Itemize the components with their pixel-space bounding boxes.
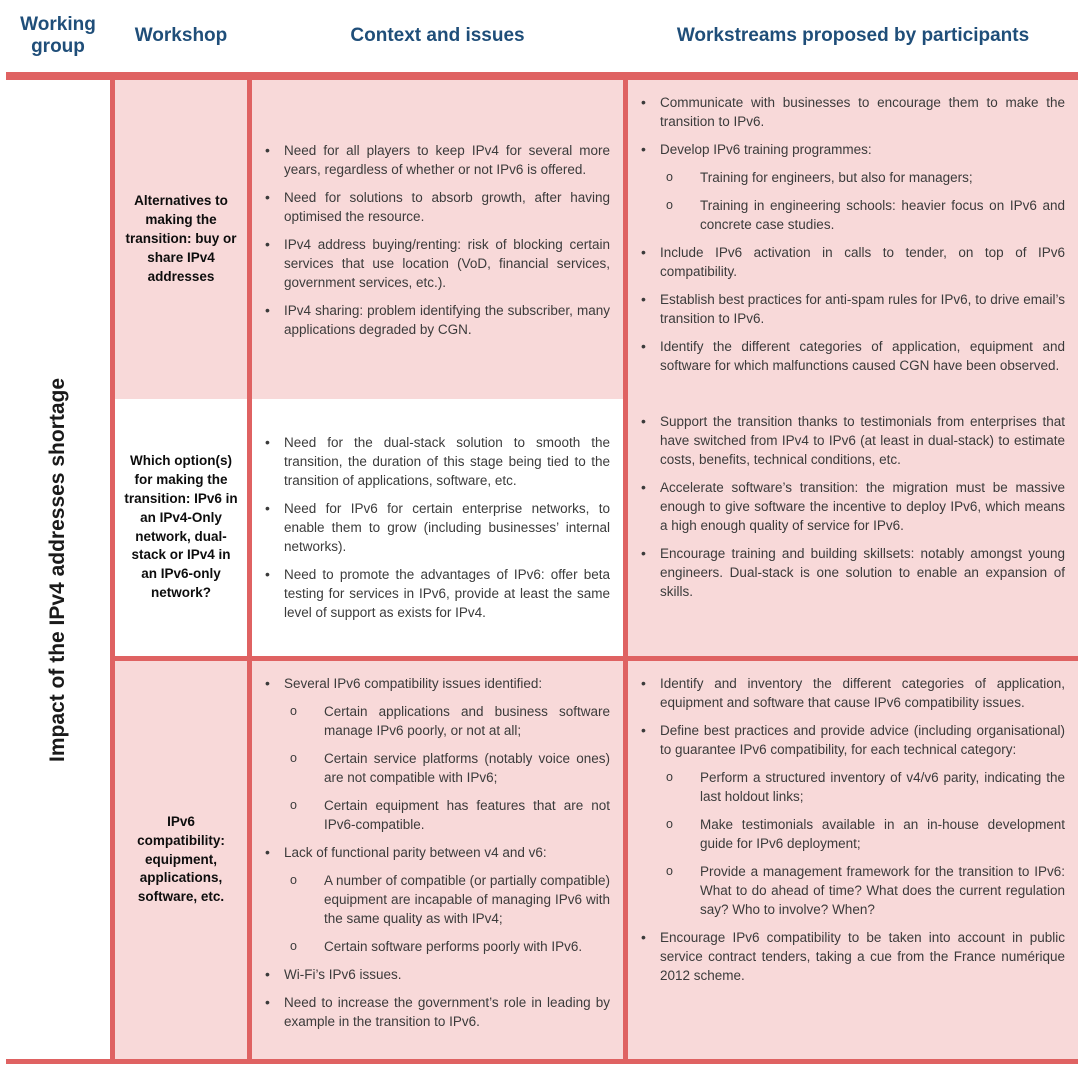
working-group-label: Impact of the IPv4 addresses shortage xyxy=(46,377,69,762)
bullet-text: IPv4 sharing: problem identifying the subscriber, many applications degraded by CGN. xyxy=(284,302,610,337)
bullet-dot-icon: • xyxy=(265,141,270,158)
context-cell-row2 xyxy=(252,399,623,656)
bullet-dot-icon: • xyxy=(265,434,270,450)
bullet-dot-icon: • xyxy=(265,965,270,982)
bullet-text: Certain equipment has features that are not IPv6-compatible. xyxy=(324,797,610,832)
bullet-text: Provide a management framework for the transition to IPv6: What to do ahead of time? What does the current regulation say? Who to involve? When? xyxy=(700,863,1065,917)
bullet-dot-icon: • xyxy=(265,566,270,582)
bullet-text: Certain applications and business software manage IPv6 poorly, or not at all; xyxy=(324,703,610,738)
bullet-text: Make testimonials available in an in-house development guide for IPv6 deployment; xyxy=(700,816,1065,851)
bullet-dot-icon: • xyxy=(265,674,270,691)
bullet-item xyxy=(262,871,610,928)
workstreams-cell-row2 xyxy=(628,399,1078,656)
bullet-text: Establish best practices for anti-spam rules for IPv6, to drive email’s transition to IPv6. xyxy=(660,291,1065,326)
bullet-text: Include IPv6 activation in calls to tender, on top of IPv6 compatibility. xyxy=(660,244,1065,279)
bullet-item xyxy=(262,499,610,556)
working-group-cell xyxy=(6,80,110,1059)
bullet-dot-icon: • xyxy=(641,674,646,691)
table-header-row xyxy=(6,0,1078,72)
bullet-item xyxy=(638,196,1065,234)
bullet-circle-icon: o xyxy=(290,872,297,887)
bullet-text: Accelerate software’s transition: the migration must be massive enough to give software the incentive to deploy IPv6, which means a high enough quality of service for IPv6. xyxy=(660,479,1065,533)
bullet-item xyxy=(638,815,1065,853)
bullet-dot-icon: • xyxy=(641,478,646,495)
bullet-dot-icon: • xyxy=(641,928,646,945)
bullet-item xyxy=(638,862,1065,919)
bullet-circle-icon: o xyxy=(290,938,297,953)
bullet-text: Need for all players to keep IPv4 for several more years, regardless of whether or not IPv6 is offered. xyxy=(284,142,610,177)
bullet-text: Need for the dual-stack solution to smooth the transition, the duration of this stage being tied to the transition of applications, software, etc. xyxy=(284,435,610,488)
bullet-text: Encourage training and building skillsets: notably amongst young engineers. Dual-stack is one solution to enable an expansion of skills. xyxy=(660,545,1065,599)
bullet-circle-icon: o xyxy=(666,769,673,784)
bullet-item xyxy=(638,721,1065,759)
bullet-text: Identify the different categories of application, equipment and software for which malfunctions caused CGN have been observed. xyxy=(660,338,1065,373)
bullet-item xyxy=(262,749,610,787)
bullet-item xyxy=(262,141,610,179)
bullet-text: Need for solutions to absorb growth, after having optimised the resource. xyxy=(284,189,610,224)
bullet-dot-icon: • xyxy=(641,412,646,429)
bullet-text: Need for IPv6 for certain enterprise networks, to enable them to grow (including businesses’ internal networks). xyxy=(284,501,610,554)
workstreams-cell-row3 xyxy=(628,656,1078,1059)
workshop-label: Alternatives to making the transition: buy or share IPv4 addresses xyxy=(125,193,237,284)
bullet-dot-icon: • xyxy=(641,243,646,260)
bullet-dot-icon: • xyxy=(641,290,646,307)
bullet-item xyxy=(638,768,1065,806)
bullet-circle-icon: o xyxy=(666,816,673,831)
bullet-circle-icon: o xyxy=(666,197,673,212)
bullet-text: Need to promote the advantages of IPv6: offer beta testing for services in IPv6, provide at least the same level of support as exists for IPv4. xyxy=(284,567,610,620)
bullet-item xyxy=(262,796,610,834)
context-cell-row1 xyxy=(252,80,623,399)
bullet-item xyxy=(638,478,1065,535)
bullet-text: Need to increase the government’s role in leading by example in the transition to IPv6. xyxy=(284,994,610,1029)
workshop-cell-row3 xyxy=(115,656,247,1059)
bullet-dot-icon: • xyxy=(641,544,646,561)
bullet-item xyxy=(262,565,610,622)
bullet-text: Identify and inventory the different categories of application, equipment and software that cause IPv6 compatibility issues. xyxy=(660,675,1065,710)
bullet-circle-icon: o xyxy=(290,703,297,718)
bullet-text: Certain service platforms (notably voice ones) are not compatible with IPv6; xyxy=(324,750,610,785)
bullet-text: Training for engineers, but also for managers; xyxy=(700,169,973,185)
bullet-text: Lack of functional parity between v4 and v6: xyxy=(284,844,547,860)
bullet-text: Several IPv6 compatibility issues identified: xyxy=(284,675,543,691)
bullet-item xyxy=(262,235,610,292)
bullet-dot-icon: • xyxy=(265,235,270,252)
bullet-dot-icon: • xyxy=(641,93,646,110)
workshop-cell-row2 xyxy=(115,399,247,656)
column-header-context-and-issues: Context and issues xyxy=(350,25,525,47)
bullet-item xyxy=(638,928,1065,985)
bullet-dot-icon: • xyxy=(265,500,270,516)
workshop-label: IPv6 compatibility: equipment, applications, software, etc. xyxy=(137,813,225,905)
bullet-item xyxy=(262,188,610,226)
workstreams-cell-row1 xyxy=(628,80,1078,399)
bullet-dot-icon: • xyxy=(265,993,270,1010)
bullet-text: IPv4 address buying/renting: risk of blocking certain services that use location (VoD, financial services, government services, etc.). xyxy=(284,236,610,290)
workshop-cell-row1 xyxy=(115,80,247,399)
bullet-item xyxy=(262,301,610,339)
bullet-item xyxy=(638,168,1065,187)
bullet-text: Support the transition thanks to testimonials from enterprises that have switched from IPv4 to IPv6 (at least in dual-stack) to estimate costs, benefits, technical conditions, etc. xyxy=(660,413,1065,467)
bullet-item xyxy=(638,544,1065,601)
bullet-text: Wi-Fi’s IPv6 issues. xyxy=(284,966,402,982)
bullet-dot-icon: • xyxy=(641,140,646,157)
bullet-item xyxy=(638,140,1065,159)
bullet-text: Certain software performs poorly with IPv6. xyxy=(324,938,583,954)
bullet-dot-icon: • xyxy=(265,843,270,860)
bullet-dot-icon: • xyxy=(641,337,646,354)
bullet-item xyxy=(638,243,1065,281)
context-cell-row3 xyxy=(252,656,623,1059)
bullet-item xyxy=(638,674,1065,712)
bullet-item xyxy=(638,290,1065,328)
table-body xyxy=(6,72,1078,1064)
bullet-text: Communicate with businesses to encourage them to make the transition to IPv6. xyxy=(660,94,1065,129)
bullet-circle-icon: o xyxy=(290,750,297,765)
column-header-workshop: Workshop xyxy=(134,25,228,47)
bullet-dot-icon: • xyxy=(265,188,270,205)
bullet-circle-icon: o xyxy=(290,797,297,812)
bullet-circle-icon: o xyxy=(666,169,673,184)
bullet-dot-icon: • xyxy=(265,301,270,318)
bullet-text: A number of compatible (or partially compatible) equipment are incapable of managing IPv6 with the same quality as with IPv4; xyxy=(324,872,610,926)
bullet-text: Develop IPv6 training programmes: xyxy=(660,141,872,157)
bullet-item xyxy=(262,965,610,984)
bullet-text: Training in engineering schools: heavier focus on IPv6 and concrete case studies. xyxy=(700,197,1065,232)
bullet-text: Perform a structured inventory of v4/v6 parity, indicating the last holdout links; xyxy=(700,769,1065,804)
bullet-dot-icon: • xyxy=(641,721,646,738)
bullet-item xyxy=(638,412,1065,469)
bullet-item xyxy=(262,433,610,490)
bullet-item xyxy=(262,674,610,693)
column-header-workstreams: Workstreams proposed by participants xyxy=(676,25,1030,47)
workshop-label: Which option(s) for making the transition: IPv6 in an IPv4-Only network, dual-stack or IPv4 in an IPv6-only network? xyxy=(124,452,238,601)
bullet-item xyxy=(262,843,610,862)
bullet-item xyxy=(638,93,1065,131)
bullet-item xyxy=(638,337,1065,375)
bullet-item xyxy=(262,702,610,740)
bullet-text: Define best practices and provide advice (including organisational) to guarantee IPv6 compatibility, for each technical category: xyxy=(660,722,1065,757)
bullet-text: Encourage IPv6 compatibility to be taken into account in public service contract tenders, taking a cue from the France numérique 2012 scheme. xyxy=(660,929,1065,983)
bullet-circle-icon: o xyxy=(666,863,673,878)
bullet-item xyxy=(262,993,610,1031)
bullet-item xyxy=(262,937,610,956)
column-header-working-group: Working group xyxy=(20,14,96,57)
